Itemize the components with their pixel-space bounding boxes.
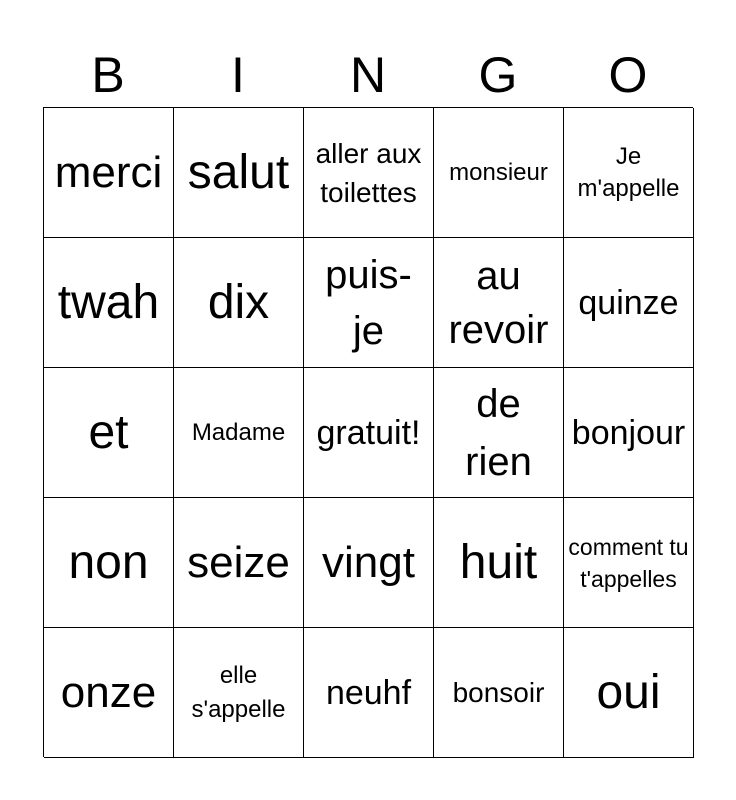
bingo-cell[interactable]: gratuit!: [304, 368, 434, 498]
bingo-cell[interactable]: au revoir: [434, 238, 564, 368]
bingo-cell[interactable]: monsieur: [434, 108, 564, 238]
bingo-card-grid: [43, 107, 693, 757]
bingo-cell[interactable]: et: [44, 368, 174, 498]
bingo-cell[interactable]: salut: [174, 108, 304, 238]
bingo-cell[interactable]: dix: [174, 238, 304, 368]
bingo-cell[interactable]: puis-je: [304, 238, 434, 368]
header-letter-i: I: [231, 47, 245, 103]
header-letter-g: G: [478, 47, 518, 103]
header-letter-n: N: [349, 47, 387, 103]
bingo-cell[interactable]: de rien: [434, 368, 564, 498]
header-letter-b: B: [91, 47, 125, 103]
bingo-cell[interactable]: oui: [564, 628, 694, 758]
bingo-header: [43, 42, 693, 108]
bingo-cell[interactable]: onze: [44, 628, 174, 758]
bingo-cell[interactable]: huit: [434, 498, 564, 628]
bingo-cell[interactable]: quinze: [564, 238, 694, 368]
bingo-cell[interactable]: elle s'appelle: [174, 628, 304, 758]
bingo-cell[interactable]: bonjour: [564, 368, 694, 498]
bingo-cell[interactable]: Je m'appelle: [564, 108, 694, 238]
bingo-cell[interactable]: comment tu t'appelles: [564, 498, 694, 628]
bingo-cell[interactable]: Madame: [174, 368, 304, 498]
bingo-cell[interactable]: vingt: [304, 498, 434, 628]
bingo-cell[interactable]: aller aux toilettes: [304, 108, 434, 238]
bingo-cell[interactable]: neuhf: [304, 628, 434, 758]
header-letter-o: O: [608, 47, 648, 103]
bingo-cell[interactable]: seize: [174, 498, 304, 628]
bingo-cell[interactable]: non: [44, 498, 174, 628]
bingo-cell[interactable]: twah: [44, 238, 174, 368]
bingo-cell[interactable]: merci: [44, 108, 174, 238]
bingo-cell[interactable]: bonsoir: [434, 628, 564, 758]
